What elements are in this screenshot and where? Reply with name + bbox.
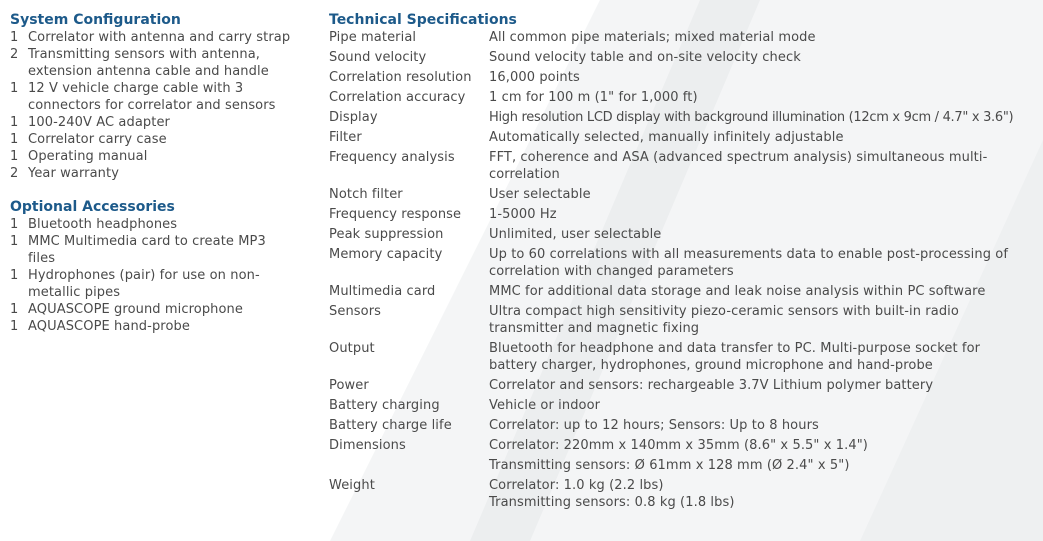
item-qty: 2 [10, 166, 19, 181]
spec-label: Display [329, 110, 378, 125]
spec-row [329, 69, 1039, 86]
list-item [10, 131, 320, 148]
spec-label: Sound velocity [329, 50, 427, 65]
spec-value: High resolution LCD display with background illumination (12cm x 9cm / 4.7" x 3.6") [489, 110, 1014, 125]
spec-row [329, 49, 1039, 66]
spec-row [329, 246, 1039, 280]
technical-specifications-title: Technical Specifications [329, 12, 517, 28]
spec-label: Output [329, 341, 375, 356]
item-qty: 1 [10, 149, 19, 164]
spec-value: Ultra compact high sensitivity piezo-ceramic sensors with built-in radio transmitter and magnetic fixing [489, 304, 959, 336]
spec-value: 16,000 points [489, 70, 580, 85]
list-item [10, 301, 320, 318]
spec-label: Battery charge life [329, 418, 452, 433]
item-qty: 1 [10, 30, 19, 45]
item-text: Operating manual [28, 149, 148, 164]
spec-row [329, 377, 1039, 394]
spec-value: All common pipe materials; mixed material mode [489, 30, 816, 45]
item-qty: 1 [10, 268, 19, 283]
spec-row [329, 437, 1039, 454]
list-item [10, 80, 320, 114]
spec-value: Correlator: 1.0 kg (2.2 lbs) [489, 478, 664, 493]
item-text: Correlator with antenna and carry strap [28, 30, 291, 45]
spec-value: Unlimited, user selectable [489, 227, 662, 242]
spec-row [329, 457, 1039, 474]
item-qty: 2 [10, 47, 19, 62]
spec-row [329, 417, 1039, 434]
spec-row [329, 397, 1039, 414]
spec-label: Sensors [329, 304, 382, 319]
item-qty: 1 [10, 81, 19, 96]
spec-row [329, 89, 1039, 106]
list-item [10, 46, 320, 80]
spec-label: Memory capacity [329, 247, 443, 262]
list-item [10, 148, 320, 165]
spec-row [329, 226, 1039, 243]
list-item [10, 114, 320, 131]
spec-label: Dimensions [329, 438, 406, 453]
system-configuration-title: System Configuration [10, 12, 181, 28]
spec-value: Transmitting sensors: 0.8 kg (1.8 lbs) [489, 495, 735, 510]
item-text: AQUASCOPE hand-probe [28, 319, 190, 334]
item-text: 100-240V AC adapter [28, 115, 170, 130]
optional-accessories-title: Optional Accessories [10, 199, 175, 215]
spec-row [329, 494, 1039, 511]
spec-value: Vehicle or indoor [489, 398, 601, 413]
spec-label: Weight [329, 478, 375, 493]
spec-label: Multimedia card [329, 284, 436, 299]
spec-row [329, 283, 1039, 300]
list-item [10, 267, 320, 301]
spec-label: Battery charging [329, 398, 440, 413]
spec-value: Up to 60 correlations with all measurements data to enable post-processing of correlation with changed parameters [489, 247, 1009, 279]
item-qty: 1 [10, 217, 19, 232]
spec-row [329, 340, 1039, 374]
spec-row [329, 206, 1039, 223]
spec-label: Filter [329, 130, 362, 145]
item-text: Transmitting sensors with antenna, extension antenna cable and handle [28, 47, 269, 79]
spec-value: Automatically selected, manually infinitely adjustable [489, 130, 844, 145]
spec-value: Correlator: 220mm x 140mm x 35mm (8.6" x 5.5" x 1.4") [489, 438, 868, 453]
spec-row [329, 129, 1039, 146]
spec-row [329, 29, 1039, 46]
item-qty: 1 [10, 115, 19, 130]
item-text: Hydrophones (pair) for use on non-metallic pipes [28, 268, 260, 300]
item-text: Bluetooth headphones [28, 217, 178, 232]
item-text: MMC Multimedia card to create MP3 files [28, 234, 266, 266]
spec-row [329, 303, 1039, 337]
spec-row [329, 149, 1039, 183]
spec-value: Sound velocity table and on-site velocity check [489, 50, 801, 65]
spec-value: 1 cm for 100 m (1" for 1,000 ft) [489, 90, 698, 105]
spec-label: Power [329, 378, 369, 393]
spec-value: Correlator: up to 12 hours; Sensors: Up to 8 hours [489, 418, 819, 433]
item-qty: 1 [10, 234, 19, 249]
spec-label: Notch filter [329, 187, 403, 202]
spec-value: Transmitting sensors: Ø 61mm x 128 mm (Ø 2.4" x 5") [489, 458, 850, 473]
spec-label: Pipe material [329, 30, 417, 45]
spec-value: Bluetooth for headphone and data transfer to PC. Multi-purpose socket for battery charger, hydrophones, ground microphone and hand-probe [489, 341, 981, 373]
system-configuration-list [10, 29, 320, 182]
spec-label: Peak suppression [329, 227, 444, 242]
item-qty: 1 [10, 302, 19, 317]
spec-value: MMC for additional data storage and leak noise analysis within PC software [489, 284, 986, 299]
spec-label-empty [329, 494, 489, 511]
list-item [10, 318, 320, 335]
spec-label: Correlation resolution [329, 70, 472, 85]
spec-value: 1-5000 Hz [489, 207, 557, 222]
item-text: Correlator carry case [28, 132, 167, 147]
spec-row [329, 186, 1039, 203]
spec-value: User selectable [489, 187, 591, 202]
spec-value: FFT, coherence and ASA (advanced spectrum analysis) simultaneous multi-correlation [489, 150, 988, 182]
spec-row [329, 477, 1039, 494]
list-item [10, 233, 320, 267]
spec-label: Frequency response [329, 207, 462, 222]
spec-row [329, 109, 1039, 126]
item-text: AQUASCOPE ground microphone [28, 302, 243, 317]
spec-label: Frequency analysis [329, 150, 455, 165]
list-item [10, 29, 320, 46]
technical-specifications [329, 12, 1039, 511]
item-text: Year warranty [28, 166, 120, 181]
item-qty: 1 [10, 132, 19, 147]
spec-label: Correlation accuracy [329, 90, 466, 105]
list-item [10, 165, 320, 182]
item-qty: 1 [10, 319, 19, 334]
spec-value: Correlator and sensors: rechargeable 3.7V Lithium polymer battery [489, 378, 934, 393]
optional-accessories-list [10, 216, 320, 335]
spec-label-empty [329, 457, 489, 474]
item-text: 12 V vehicle charge cable with 3 connectors for correlator and sensors [28, 81, 276, 113]
left-column [10, 12, 320, 335]
list-item [10, 216, 320, 233]
